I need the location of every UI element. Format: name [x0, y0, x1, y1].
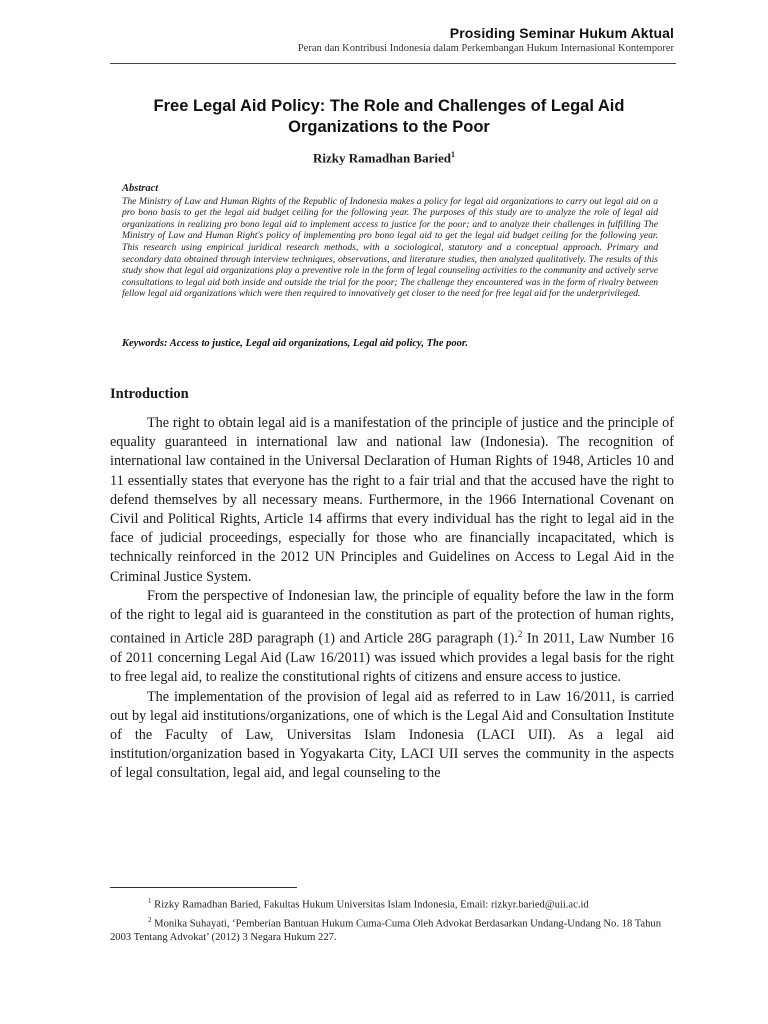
running-header [298, 25, 674, 54]
abstract-text: The Ministry of Law and Human Rights of the Republic of Indonesia makes a policy for legal aid organizations to carry out legal aid on a pro bono basis to get the legal aid budget ceiling for the following year. The purposes of this study are to analyze the role of legal aid organizations in realizing pro bono legal aid to implement access to justice for the poor; and to analyze their challenges in fulfilling The Ministry of Law and Human Right's policy of implementing pro bono legal aid to get the legal aid budget ceiling for the following year. This research using empirical juridical research methods, with a sociological, statutory and a conceptual approach. Primary and secondary data obtained through interview techniques, observations, and literature studies, then analyzed qualitatively. The results of this study show that legal aid organizations play a preventive role in the form of legal counseling activities to the community and actively serve consultations to legal aid both inside and outside the trial for the poor; The challenge they encountered was in the form of rivalry between fellow legal aid organizations which were then required to innovatively get closer to the need for free legal aid for the underprivileged. [122, 195, 658, 300]
footnote-1-mark: 1 [148, 897, 152, 905]
footnote-ref-2[interactable]: 2 [517, 629, 523, 640]
header-divider [110, 63, 676, 64]
paper-title: Free Legal Aid Policy: The Role and Challenges of Legal Aid Organizations to the Poor [153, 97, 625, 136]
author-footnote-mark: 1 [450, 150, 455, 159]
footnote-1-text: Rizky Ramadhan Baried, Fakultas Hukum Universitas Islam Indonesia, Email: rizkyr.baried@uii.ac.id [151, 899, 589, 911]
footnote-2-text: Monika Suhayati, ‘Pemberian Bantuan Hukum Cuma-Cuma Oleh Advokat Berdasarkan Undang-Undang No. 18 Tahun 2003 Tentang Advokat’ (2012) 3 Negara Hukum 227. [110, 918, 662, 944]
footnote-1 [110, 894, 674, 913]
abstract [122, 183, 658, 300]
footnote-2-mark: 2 [148, 915, 152, 924]
journal-subtitle: Peran dan Kontribusi Indonesia dalam Perkembangan Hukum Internasional Kontemporer [297, 43, 674, 54]
author-line [0, 150, 768, 166]
paragraph-2-part-b: In 2011, Law Number 16 of 2011 concerning Legal Aid (Law 16/2011) was issued which provides a legal basis for the right to free legal aid, to realize the constitutional rights of citizens and ensure access to justice. [110, 630, 675, 686]
introduction-body [110, 414, 674, 784]
paragraph-1: The right to obtain legal aid is a manifestation of the principle of justice and the principle of equality guaranteed in international law and national law (Indonesia). The recognition of international law contained in the Universal Declaration of Human Rights of 1948, Articles 10 and 11 essentially states that everyone has the right to a fair trial and that the accused have the right to defend themselves by all necessary means. Furthermore, in the 1966 International Covenant on Civil and Political Rights, Article 14 affirms that every individual has the right to legal aid in the face of judicial proceedings, especially for those who are financially incapacitated, which is technically reinforced in the 2012 UN Principles and Guidelines on Access to Legal Aid in the Criminal Justice System. [110, 415, 674, 585]
paragraph-3: The implementation of the provision of legal aid as referred to in Law 16/2011, is carried out by legal aid institutions/organizations, one of which is the Legal Aid and Consultation Institute of the Faculty of Law, Universitas Islam Indonesia (LACI UII). As a legal aid institution/organization based in Yogyakarta City, LACI UII serves the community in the aspects of legal consultation, legal aid, and legal counseling to the [110, 688, 674, 782]
section-heading-introduction: Introduction [110, 386, 189, 402]
author-name: Rizky Ramadhan Baried [313, 150, 451, 166]
keywords: Keywords: Access to justice, Legal aid organizations, Legal aid policy, The poor. [122, 338, 468, 349]
footnotes [110, 894, 674, 945]
footnote-divider [110, 887, 297, 888]
paragraph-2-part-a: From the perspective of Indonesian law, the principle of equality before the law in the form of the right to legal aid is guaranteed in the constitution as part of the protection of human rights, contained in Article 28D paragraph (1) and Article 28G paragraph (1). [110, 587, 674, 647]
journal-name: Prosiding Seminar Hukum Aktual [449, 25, 674, 41]
abstract-heading: Abstract [122, 183, 159, 194]
footnote-2 [110, 913, 674, 946]
paragraph-2 [110, 587, 674, 688]
